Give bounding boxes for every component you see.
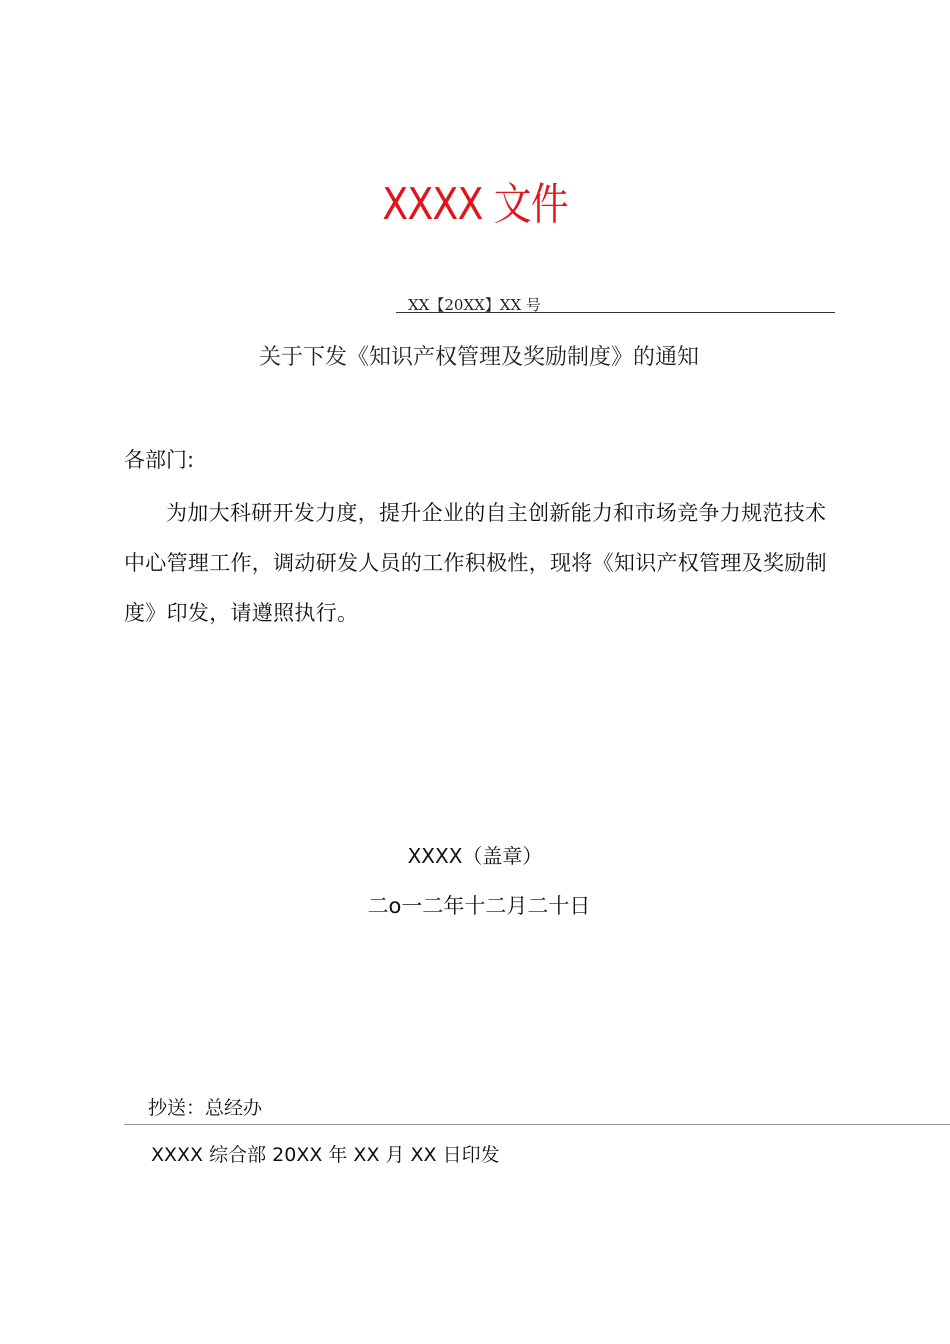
notice-body: 为加大科研开发力度，提升企业的自主创新能力和市场竞争力规范技术中心管理工作，调动研发人员的工作积极性，现将《知识产权管理及奖励制度》印发，请遵照执行。 (124, 501, 827, 625)
notice-title: 关于下发《知识产权管理及奖励制度》的通知 (258, 345, 699, 370)
document-number: XX【20XX】XX 号 (408, 296, 541, 314)
salutation: 各部门: (124, 448, 195, 472)
issue-date: 二o一二年十二月二十日 (367, 894, 591, 918)
document-header-title: XXXX 文件 (382, 179, 568, 230)
issuer-seal-line: XXXX（盖章） (407, 844, 543, 868)
footer-divider (124, 1124, 950, 1125)
cc-line: 抄送：总经办 (148, 1097, 263, 1119)
header-divider (396, 312, 835, 313)
printed-by-line: XXXX 综合部 20XX 年 XX 月 XX 日印发 (151, 1144, 500, 1166)
